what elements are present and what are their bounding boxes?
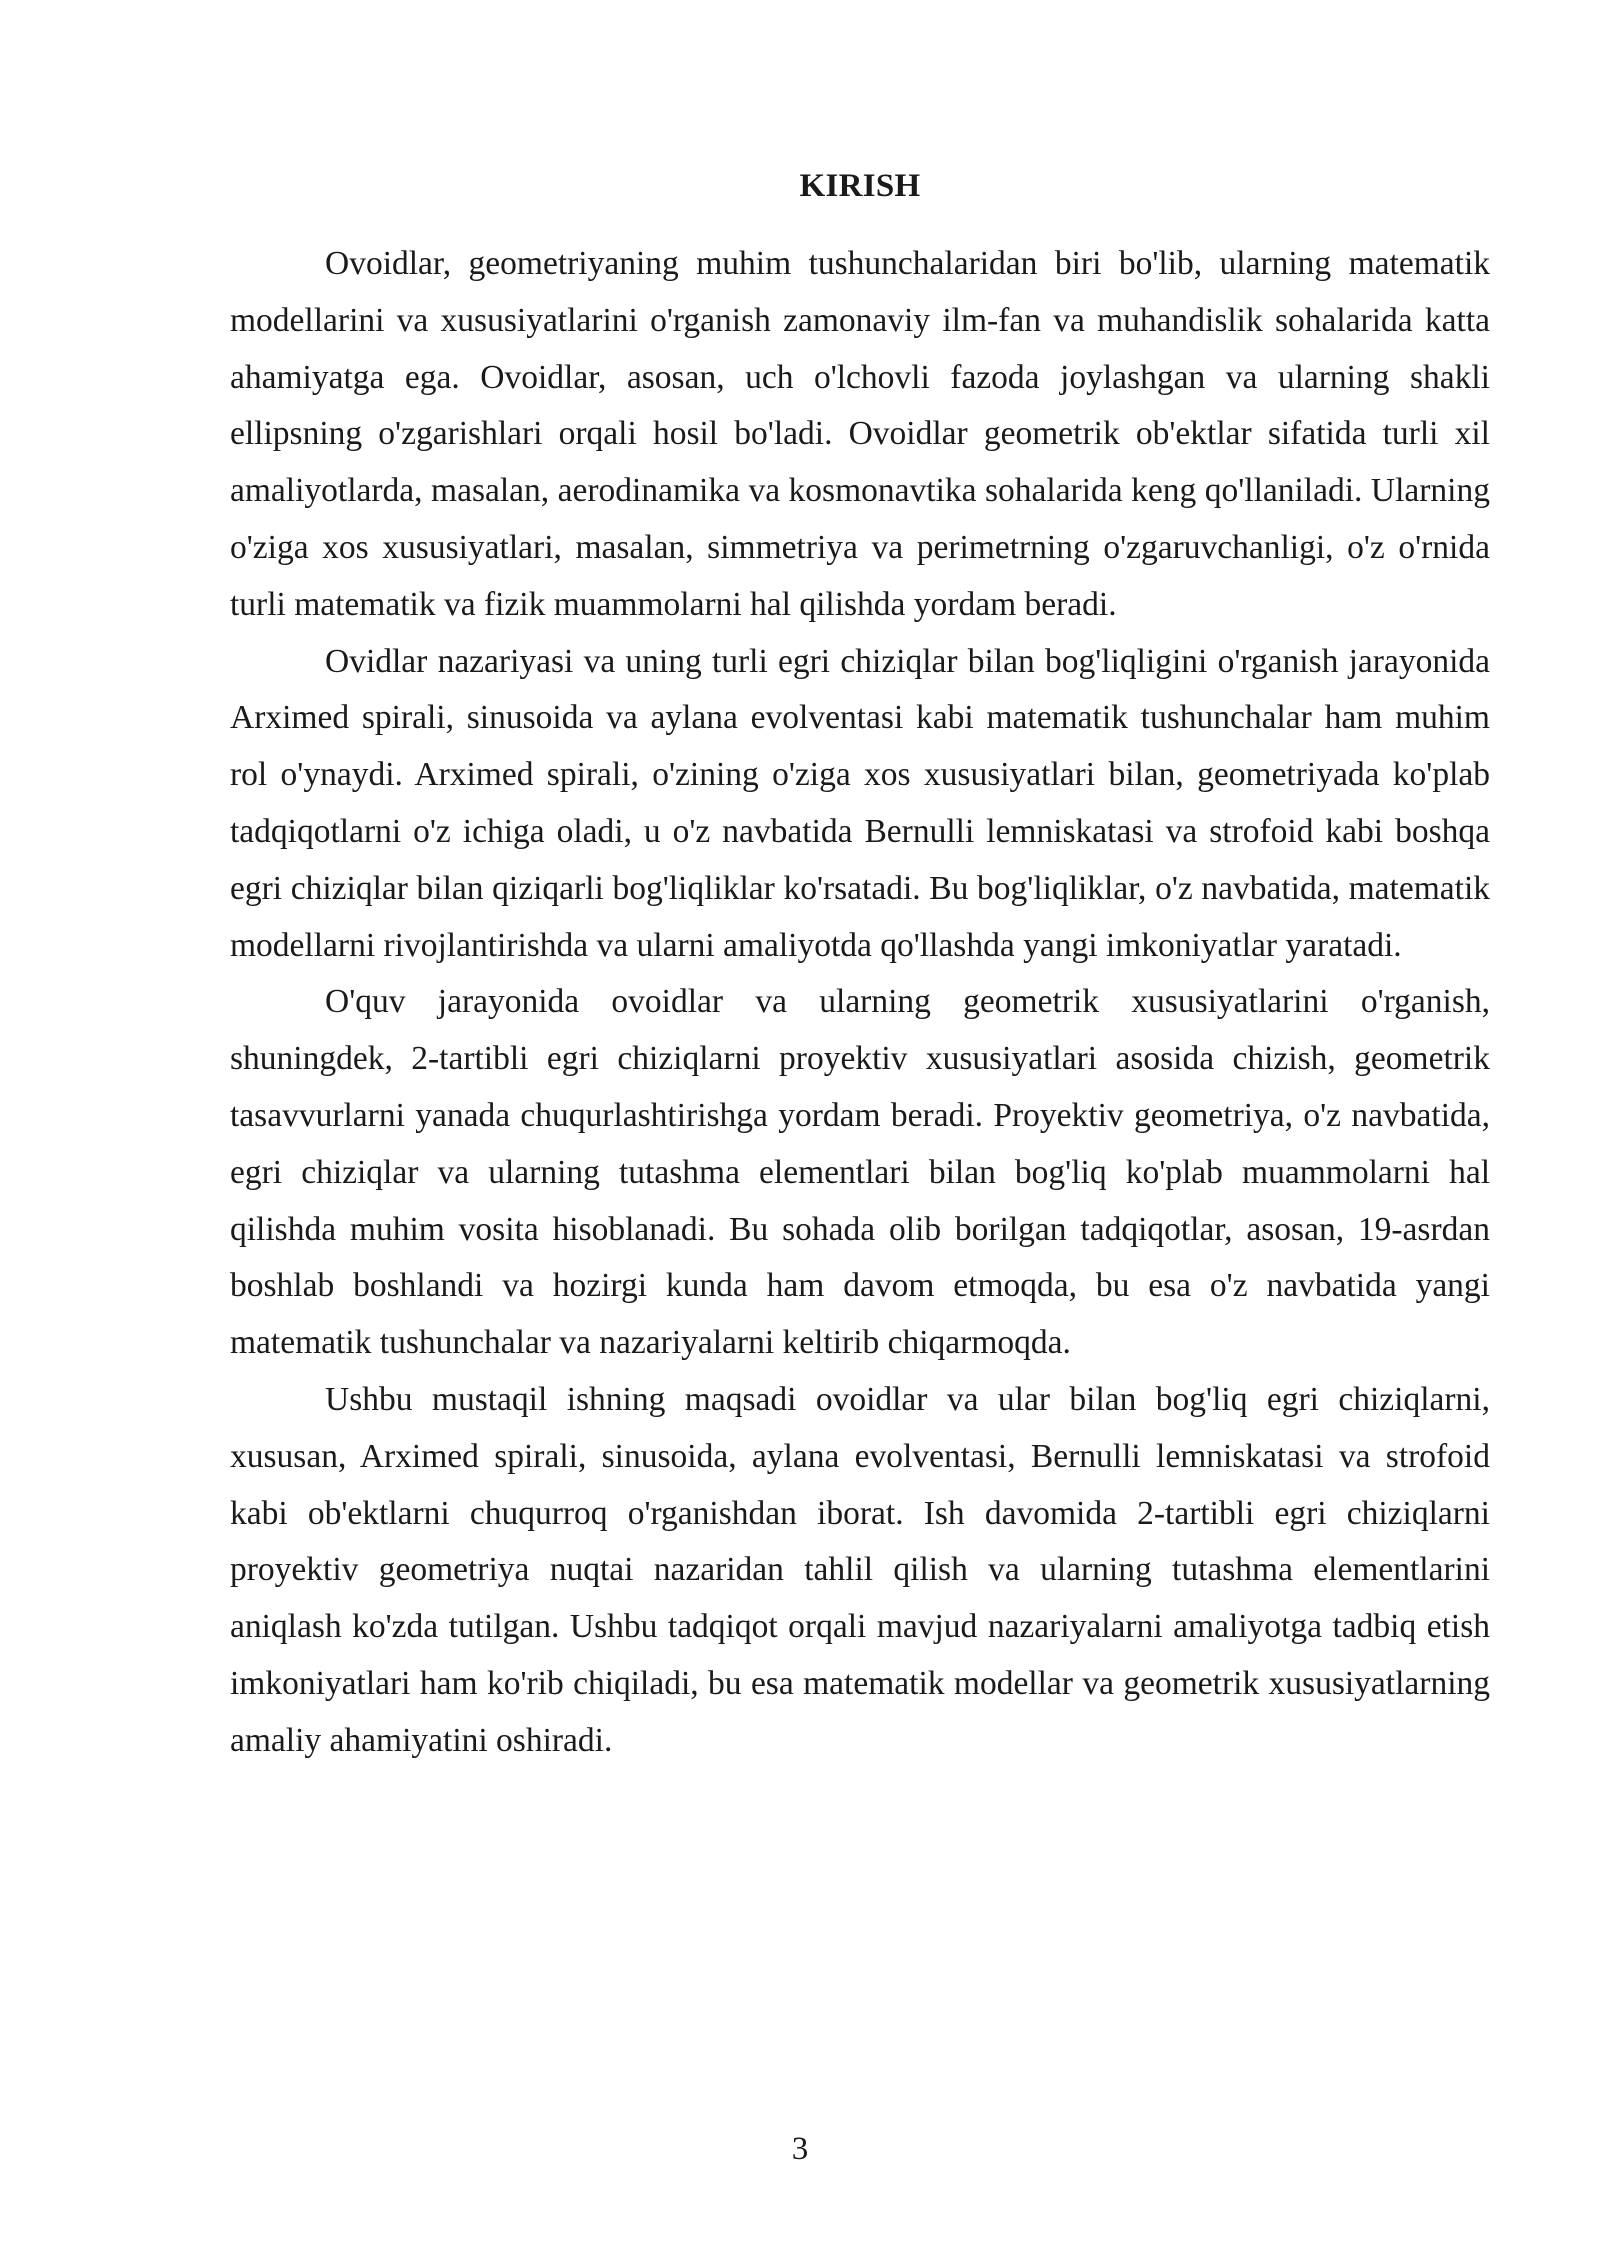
- page-number: 3: [791, 2131, 809, 2167]
- paragraph-2: Ovidlar nazariyasi va uning turli egri chiziqlar bilan bog'liqligini o'rganish jarayonida Arximed spirali, sinusoida va aylana evolventasi kabi matematik tushunchalar ham muhim rol o'ynaydi. Arximed spirali, o'zining o'ziga xos xususiyatlari bilan, geometriyada ko'plab tadqiqotlarni o'z ichiga oladi, u o'z navbatida Bernulli lemniskatasi va strofoid kabi boshqa egri chiziqlar bilan qiziqarli bog'liqliklar ko'rsatadi. Bu bog'liqliklar, o'z navbatida, matematik modellarni rivojlantirishda va ularni amaliyotda qo'llashda yangi imkoniyatlar yaratadi.: [230, 642, 1490, 964]
- paragraph-3: O'quv jarayonida ovoidlar va ularning geometrik xususiyatlarini o'rganish, shuningdek, 2-tartibli egri chiziqlarni proyektiv xususiyatlari asosida chizish, geometrik tasavvurlarni yanada chuqurlashtirishga yordam beradi. Proyektiv geometriya, o'z navbatida, egri chiziqlar va ularning tutashma elementlari bilan bog'liq ko'plab muammolarni hal qilishda muhim vosita hisoblanadi. Bu sohada olib borilgan tadqiqotlar, asosan, 19-asrdan boshlab boshlandi va hozirgi kunda ham davom etmoqda, bu esa o'z navbatida yangi matematik tushunchalar va nazariyalarni keltirib chiqarmoqda.: [230, 983, 1490, 1362]
- paragraph-4: Ushbu mustaqil ishning maqsadi ovoidlar va ular bilan bog'liq egri chiziqlarni, xususan, Arximed spirali, sinusoida, aylana evolventasi, Bernulli lemniskatasi va strofoid kabi ob'ektlarni chuqurroq o'rganishdan iborat. Ish davomida 2-tartibli egri chiziqlarni proyektiv geometriya nuqtai nazaridan tahlil qilish va ularning tutashma elementlarini aniqlash ko'zda tutilgan. Ushbu tadqiqot orqali mavjud nazariyalarni amaliyotga tadbiq etish imkoniyatlari ham ko'rib chiqiladi, bu esa matematik modellar va geometrik xususiyatlarning amaliy ahamiyatini oshiradi.: [230, 1380, 1490, 1759]
- paragraph-1: Ovoidlar, geometriyaning muhim tushunchalaridan biri bo'lib, ularning matematik modellarini va xususiyatlarini o'rganish zamonaviy ilm-fan va muhandislik sohalarida katta ahamiyatga ega. Ovoidlar, asosan, uch o'lchovli fazoda joylashgan va ularning shakli ellipsning o'zgarishlari orqali hosil bo'ladi. Ovoidlar geometrik ob'ektlar sifatida turli xil amaliyotlarda, masalan, aerodinamika va kosmonavtika sohalarida keng qo'llaniladi. Ularning o'ziga xos xususiyatlari, masalan, simmetriya va perimetrning o'zgaruvchanligi, o'z o'rnida turli matematik va fizik muammolarni hal qilishda yordam beradi.: [230, 245, 1490, 623]
- page-body: [230, 158, 1490, 1770]
- section-heading: KIRISH: [799, 168, 921, 204]
